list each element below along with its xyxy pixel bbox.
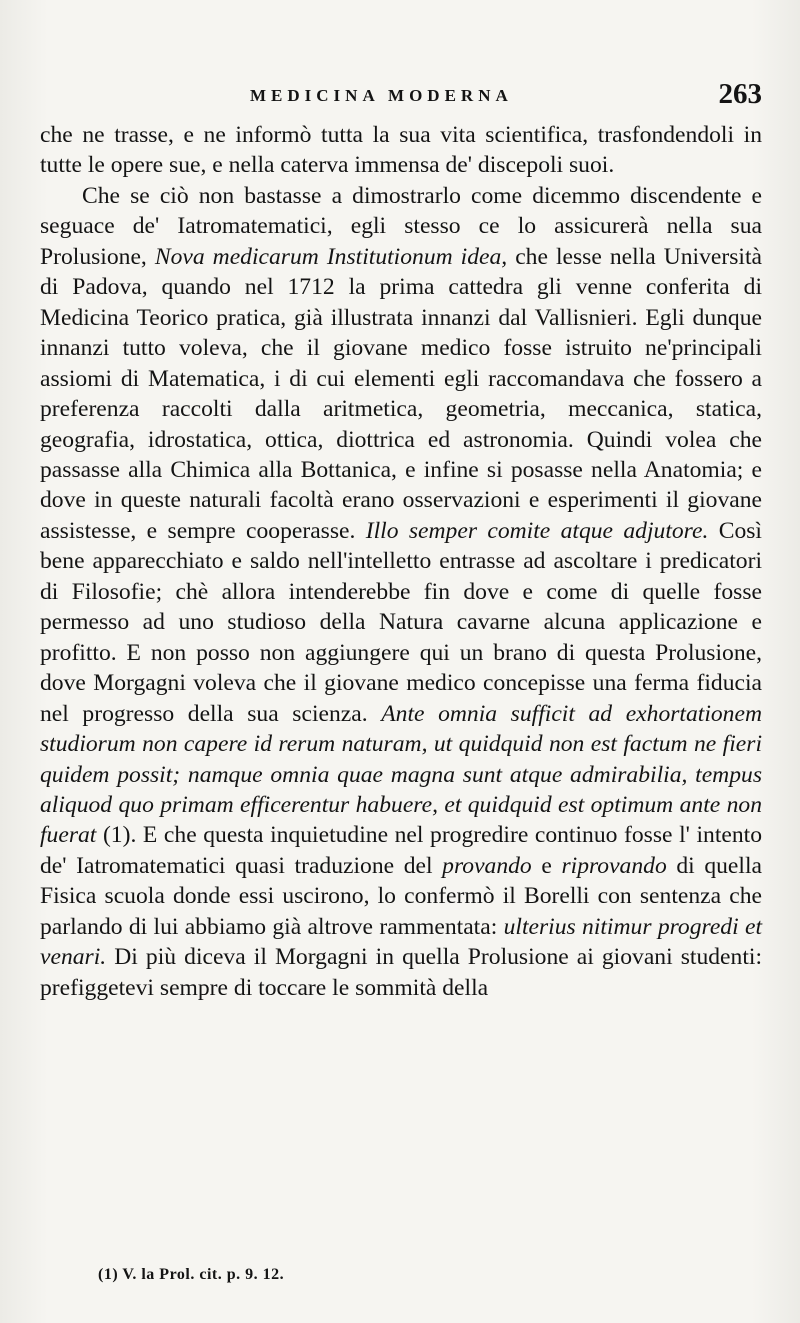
text-segment: e: [531, 852, 562, 879]
italic-term: provando: [442, 852, 532, 879]
text-segment: che lesse nella Università di Padova, quando nel 1712 la prima cattedra gli venne conferita di Medicina Teorico pratica, già illustrata innanzi dal Vallisnieri. Egli dunque innanzi tutto voleva, che il giovane medico fosse istruito ne'principali assiomi di Matematica, i di cui elementi egli raccomandava che fossero a preferenza raccolti dalla aritmetica, geometria, meccanica, statica, geografia, idrostatica, ottica, diottrica ed astronomia. Quindi volea che passasse alla Chimica alla Bottanica, e infine si posasse nella Anatomia; e dove in queste naturali facoltà erano osservazioni e esperimenti il giovane assistesse, e sempre cooperasse.: [40, 243, 762, 544]
prolusion-title: Nova medicarum Institutionum idea,: [154, 243, 508, 270]
main-text: [40, 120, 762, 1003]
paragraph-1: che ne trasse, e ne informò tutta la sua vita scientifica, trasfondendoli in tutte le opere sue, e nella caterva immensa de' discepoli suoi.: [40, 122, 762, 179]
running-header: [40, 78, 762, 114]
latin-quote: Ante omnia sufficit ad exhortationem studiorum non capere id rerum naturam, ut quidquid non est factum ne fieri quidem possit; namque omnia quae magna sunt atque admirabilia, tempus aliquod quo primam efficerentur habuere, et quidquid est optimum ante non fuerat: [40, 700, 762, 849]
page-number: 263: [718, 78, 762, 110]
paragraph-2: [40, 181, 762, 1003]
text-segment: Di più diceva il Morgagni in quella Prolusione ai giovani studenti: prefiggetevi sempre di toccare le sommità della: [40, 944, 762, 1001]
footnote: (1) V. la Prol. cit. p. 9. 12.: [98, 1266, 285, 1283]
text-segment: (1). E che questa inquietudine nel progredire continuo fosse l' intento de' Iatromatematici quasi traduzione del: [40, 822, 762, 879]
latin-quote: Illo semper comite atque adjutore.: [365, 517, 709, 544]
running-title: MEDICINA MODERNA: [250, 86, 513, 105]
text-segment: Che se ciò non bastasse a dimostrarlo come dicemmo discendente e seguace de' Iatromatematici, egli stesso ce lo assicurerà nella sua Prolusione,: [40, 182, 762, 270]
latin-quote: ulterius nitimur progredi et venari.: [40, 913, 763, 971]
text-segment: Così bene apparecchiato e saldo nell'intelletto entrasse ad ascoltare i predicatori di Filosofie; chè allora intenderebbe fin dove e come di quelle fosse permesso ad uno studioso della Natura cavarne alcuna applicazione e profitto. E non posso non aggiungere qui un brano di questa Prolusione, dove Morgagni voleva che il giovane medico concepisse una ferma fiducia nel progresso della sua scienza.: [40, 517, 762, 727]
text-segment: di quella Fisica scuola donde essi uscirono, lo confermò il Borelli con sentenza che parlando di lui abbiamo già altrove rammentata:: [40, 852, 762, 940]
italic-term: riprovando: [561, 852, 667, 879]
